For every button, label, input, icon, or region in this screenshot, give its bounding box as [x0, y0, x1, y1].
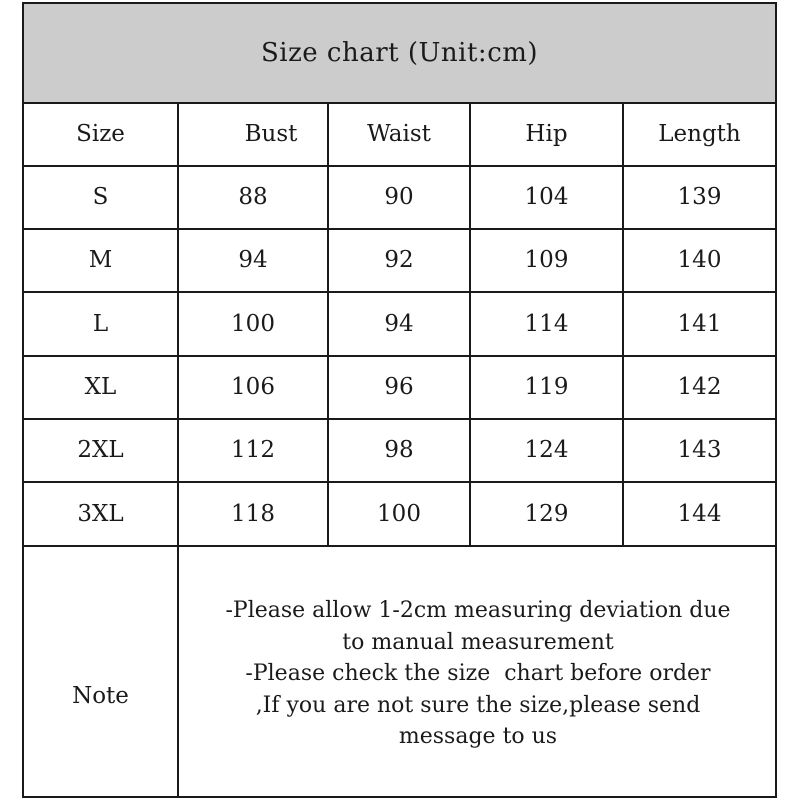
note-line: -Please allow 1-2cm measuring deviation due [225, 598, 731, 623]
header-bust: Bust [179, 102, 329, 165]
table-row [24, 355, 775, 420]
hip-cell: 114 [471, 292, 624, 355]
header-row [24, 102, 775, 167]
hip-cell: 109 [471, 228, 624, 291]
size-cell: L [24, 292, 179, 355]
length-cell: 143 [677, 436, 722, 463]
length-cell: 139 [677, 183, 722, 210]
header-size: Size [24, 102, 179, 165]
waist-cell: 100 [329, 482, 471, 545]
note-line: -Please check the size chart before order [245, 661, 711, 686]
hip-cell: 129 [471, 482, 624, 545]
size-cell: XL [24, 355, 179, 418]
header-hip: Hip [471, 102, 624, 165]
size-cell: 2XL [24, 418, 179, 481]
hip-cell: 119 [471, 355, 624, 418]
length-cell: 142 [677, 373, 722, 400]
size-chart-table [22, 2, 777, 798]
waist-cell: 90 [329, 165, 471, 228]
note-row [24, 545, 775, 796]
table-row [24, 228, 775, 293]
bust-cell: 118 [179, 482, 329, 545]
bust-cell: 106 [179, 355, 329, 418]
note-label: Note [24, 545, 179, 796]
waist-cell: 96 [329, 355, 471, 418]
header-waist: Waist [329, 102, 471, 165]
table-row [24, 165, 775, 230]
table-title: Size chart (Unit:cm) [24, 4, 775, 104]
note-text [181, 595, 775, 753]
table-row [24, 418, 775, 483]
size-cell: M [24, 228, 179, 291]
table-row [24, 482, 775, 547]
bust-cell: 88 [179, 165, 329, 228]
bust-cell: 100 [179, 292, 329, 355]
length-cell: 141 [677, 310, 722, 337]
bust-cell: 94 [179, 228, 329, 291]
size-cell: S [24, 165, 179, 228]
size-cell: 3XL [24, 482, 179, 545]
length-cell: 140 [677, 246, 722, 273]
table-row [24, 292, 775, 357]
bust-cell: 112 [179, 418, 329, 481]
hip-cell: 124 [471, 418, 624, 481]
header-length: Length [658, 120, 741, 147]
waist-cell: 92 [329, 228, 471, 291]
note-line: to manual measurement [342, 629, 614, 655]
length-cell: 144 [677, 500, 722, 527]
note-line: ,If you are not sure the size,please send [255, 692, 701, 718]
waist-cell: 94 [329, 292, 471, 355]
hip-cell: 104 [471, 165, 624, 228]
note-line: message to us [398, 724, 558, 749]
waist-cell: 98 [329, 418, 471, 481]
